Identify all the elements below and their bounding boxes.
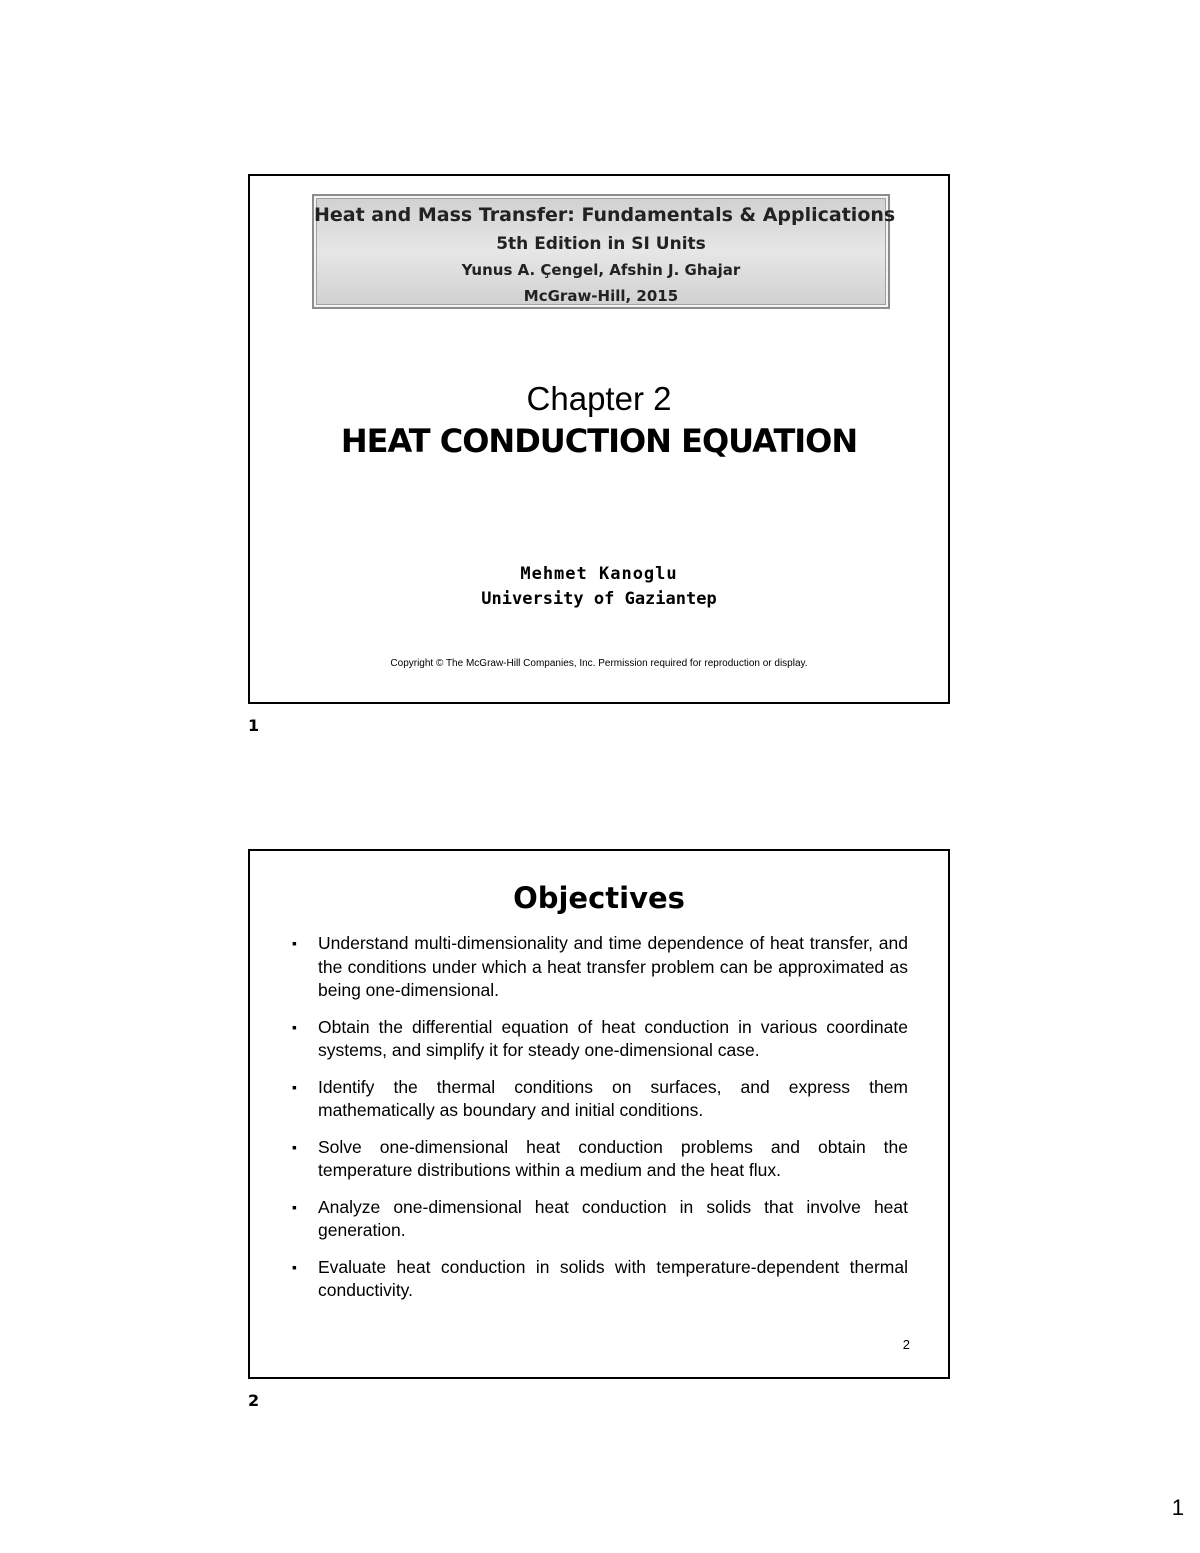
objective-text: Obtain the differential equation of heat conduction in various coordinate systems, and simplify it for steady one-dimensional case.	[318, 1016, 908, 1060]
objective-item	[288, 1136, 908, 1183]
page-number: 1	[1171, 1495, 1184, 1520]
chapter-label: Chapter 2	[526, 380, 672, 417]
objective-item	[288, 1076, 908, 1123]
slide-label-1: 1	[248, 716, 260, 735]
presenter-affiliation: University of Gaziantep	[481, 589, 717, 609]
objectives-title: Objectives	[513, 881, 685, 915]
book-publisher: McGraw-Hill, 2015	[523, 287, 679, 305]
presenter-name: Mehmet Kanoglu	[520, 564, 678, 584]
title-slide	[248, 174, 950, 704]
book-info-box	[312, 194, 896, 309]
bullet-icon: ▪	[292, 1198, 297, 1215]
chapter-title: HEAT CONDUCTION EQUATION	[340, 422, 858, 460]
objective-list	[288, 932, 908, 1316]
bullet-icon: ▪	[292, 935, 297, 951]
objective-text: Analyze one-dimensional heat conduction in solids that involve heat generation.	[318, 1196, 908, 1240]
objective-text: Solve one-dimensional heat conduction problems and obtain the temperature distributions within a medium and the heat flux.	[318, 1136, 908, 1180]
objective-text: Understand multi-dimensionality and time dependence of heat transfer, and the conditions under which a heat transfer problem can be approximated as being one-dimensional.	[318, 933, 908, 1000]
book-edition: 5th Edition in SI Units	[496, 234, 706, 254]
slide-label-2: 2	[248, 1391, 260, 1410]
book-title: Heat and Mass Transfer: Fundamentals & Applications	[314, 204, 896, 226]
objective-item	[288, 1016, 908, 1063]
bullet-icon: ▪	[292, 1078, 297, 1095]
copyright-notice: Copyright © The McGraw-Hill Companies, Inc. Permission required for reproduction or display.	[390, 658, 808, 669]
bullet-icon: ▪	[292, 1258, 297, 1275]
objective-item	[288, 1256, 908, 1303]
bullet-icon: ▪	[292, 1138, 297, 1155]
objective-item	[288, 1196, 908, 1243]
objective-item	[288, 932, 908, 1003]
book-authors: Yunus A. Çengel, Afshin J. Ghajar	[461, 261, 741, 279]
objective-text: Evaluate heat conduction in solids with temperature-dependent thermal conductivity.	[318, 1256, 908, 1300]
slide-number: 2	[902, 1337, 910, 1352]
objectives-slide	[248, 849, 950, 1379]
objective-text: Identify the thermal conditions on surfaces, and express them mathematically as boundary and initial conditions.	[318, 1076, 908, 1120]
bullet-icon: ▪	[292, 1018, 297, 1035]
